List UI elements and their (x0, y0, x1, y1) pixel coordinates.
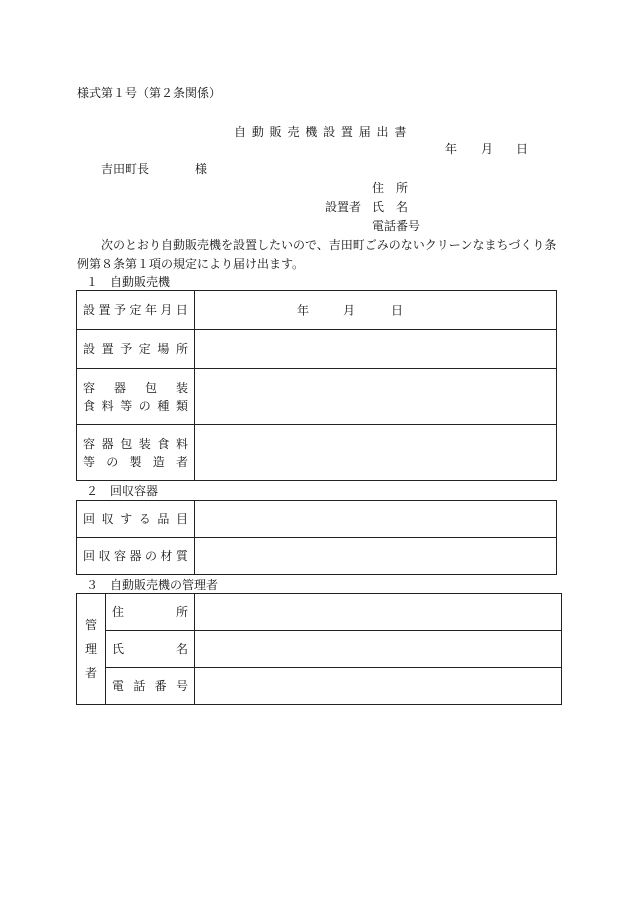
row-label (106, 631, 195, 668)
manager-char-1: 管 (84, 618, 97, 632)
section3-heading: ３ 自動販売機の管理者 (86, 578, 219, 592)
applicant-name-label: 氏 名 (372, 200, 409, 214)
install-date-year: 年 (297, 303, 310, 318)
table-row (77, 501, 557, 538)
applicant-address-label: 住 所 (372, 181, 409, 195)
row-label (106, 668, 195, 705)
document-title: 自 動 販 売 機 設 置 届 出 書 (234, 125, 408, 139)
collection-container-table (76, 500, 557, 575)
row-label (77, 330, 195, 369)
table-row (77, 425, 557, 481)
manufacturer-cell[interactable] (195, 425, 557, 481)
date-year-label: 年 (445, 142, 458, 156)
row-label (77, 369, 195, 425)
date-day-label: 日 (516, 142, 529, 156)
table-row (77, 538, 557, 575)
body-text-line1: 次のとおり自動販売機を設置したいので、吉田町ごみのないクリーンなまちづくり条 (101, 238, 557, 252)
install-date-month: 月 (343, 303, 356, 318)
applicant-phone-label: 電話番号 (372, 219, 421, 233)
table-row (77, 291, 557, 330)
manager-char-3: 者 (84, 666, 97, 680)
manager-char-2: 理 (84, 642, 97, 656)
container-material-cell[interactable] (195, 538, 557, 575)
vending-machine-table (76, 290, 557, 481)
manager-phone-cell[interactable] (195, 668, 562, 705)
addressee: 吉田町長 (101, 162, 150, 176)
manager-group-label (77, 594, 106, 705)
install-date-day: 日 (391, 303, 404, 318)
food-type-cell[interactable] (195, 369, 557, 425)
label-food-type-line1: 容 器 包 装 (83, 380, 188, 395)
table-row (77, 369, 557, 425)
manager-name-cell[interactable] (195, 631, 562, 668)
section1-heading: １ 自動販売機 (86, 275, 171, 289)
collected-items-cell[interactable] (195, 501, 557, 538)
date-month-label: 月 (481, 142, 494, 156)
manager-table (76, 593, 562, 705)
form-number: 様式第１号（第２条関係） (77, 86, 222, 100)
honorific: 様 (195, 162, 208, 176)
section2-heading: ２ 回収容器 (86, 484, 159, 498)
label-container-material: 回 収 容 器 の 材 質 (83, 549, 188, 563)
applicant-label: 設置者 (325, 200, 362, 214)
label-manager-name: 氏 名 (112, 642, 188, 656)
row-label (77, 501, 195, 538)
label-install-location: 設 置 予 定 場 所 (83, 342, 188, 356)
label-manager-address: 住 所 (112, 605, 188, 619)
table-row (77, 330, 557, 369)
row-label (77, 425, 195, 481)
body-text-line2: 例第８条第１項の規定により届け出ます。 (77, 257, 305, 271)
label-food-type-line2: 食 料 等 の 種 類 (83, 398, 188, 413)
install-date-cell[interactable] (195, 291, 557, 330)
label-manufacturer-line2: 等 の 製 造 者 (83, 454, 188, 469)
table-row (77, 668, 562, 705)
install-location-cell[interactable] (195, 330, 557, 369)
label-collected-items: 回 収 す る 品 目 (83, 512, 188, 526)
manager-address-cell[interactable] (195, 594, 562, 631)
row-label (106, 594, 195, 631)
label-manufacturer-line1: 容 器 包 装 食 料 (83, 436, 188, 451)
label-install-date: 設 置 予 定 年 月 日 (83, 303, 188, 317)
table-row (77, 594, 562, 631)
row-label (77, 291, 195, 330)
row-label (77, 538, 195, 575)
table-row (77, 631, 562, 668)
label-manager-phone: 電 話 番 号 (112, 679, 188, 693)
